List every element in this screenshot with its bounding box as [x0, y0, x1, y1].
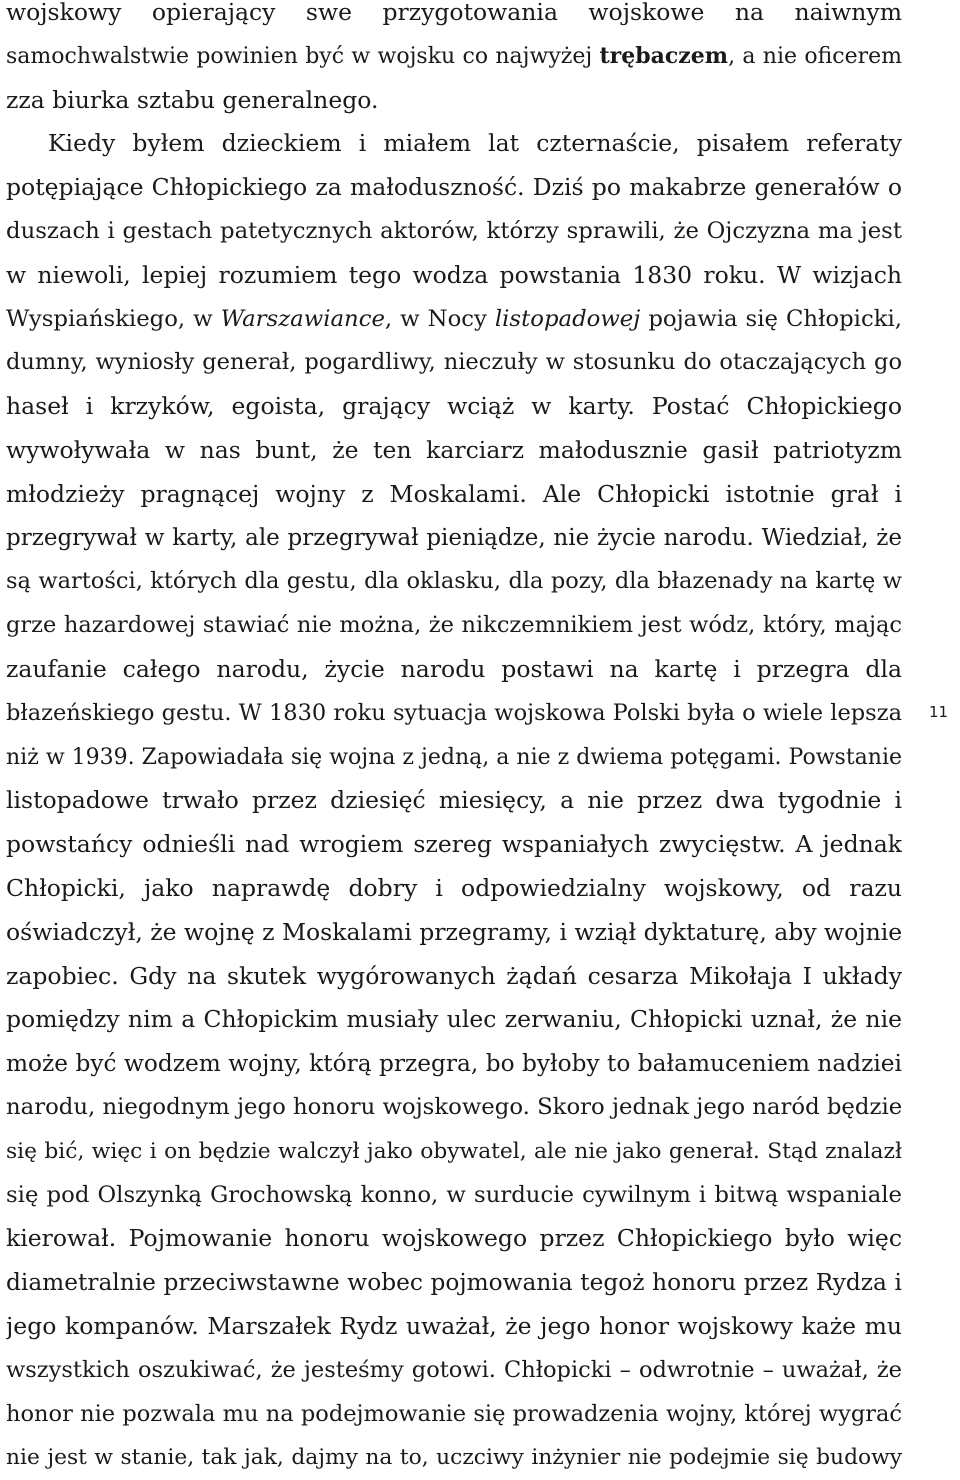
text-line [6, 341, 902, 385]
text-segment: duszach i gestach patetycznych aktorów, którzy sprawili, że Ojczyzna ma jest [6, 217, 902, 244]
text-segment: grze hazardowej stawiać nie można, że nikczemnikiem jest wódz, który, mając [6, 612, 902, 639]
text-segment: narodu, niegodnym jego honoru wojskowego. Skoro jednak jego naród będzie [6, 1093, 902, 1120]
text-line [6, 298, 902, 342]
text-line [6, 1393, 902, 1437]
text-line [6, 517, 902, 561]
text-line [6, 560, 902, 604]
text-line [6, 867, 902, 911]
text-segment: się bić, więc i on będzie walczył jako obywatel, ale nie jako generał. Stąd znalazł [6, 1138, 902, 1164]
text-segment: diametralnie przeciwstawne wobec pojmowania tegoż honoru przez Rydza i [6, 1269, 902, 1297]
text-segment: w niewoli, lepiej rozumiem tego wodza powstania 1830 roku. W wizjach [6, 260, 902, 289]
text-line [6, 1130, 902, 1174]
text-line [6, 1174, 902, 1218]
text-line [6, 254, 902, 298]
text-line [6, 779, 902, 823]
text-line [6, 823, 902, 867]
text-line [6, 1086, 902, 1130]
text-line [6, 911, 902, 955]
italic-title: Warszawiance [220, 305, 385, 332]
text-segment: niż w 1939. Zapowiadała się wojna z jedną, a nie z dwiema potęgami. Powstanie [6, 744, 902, 770]
text-line [6, 648, 902, 692]
text-segment: Chłopicki, jako naprawdę dobry i odpowiedzialny wojskowy, od razu [6, 873, 902, 902]
text-line [6, 1261, 902, 1305]
text-segment: pomiędzy nim a Chłopickim musiały ulec zerwaniu, Chłopicki uznał, że nie [6, 1005, 902, 1034]
text-segment: błazeńskiego gestu. W 1830 roku sytuacja wojskowa Polski była o wiele lepsza [6, 699, 902, 726]
text-segment: haseł i krzyków, egoista, grający wciąż w karty. Postać Chłopickiego [6, 392, 902, 421]
text-segment: kierował. Pojmowanie honoru wojskowego przez Chłopickiego było więc [6, 1224, 902, 1253]
text-line [6, 604, 902, 648]
italic-title: listopadowej [494, 305, 641, 332]
text-segment: pojawia się Chłopicki, [640, 305, 902, 332]
text-segment: dumny, wyniosły generał, pogardliwy, nieczuły w stosunku do otaczających go [6, 349, 902, 376]
text-segment: młodzieży pragnącej wojny z Moskalami. Ale Chłopicki istotnie grał i [6, 479, 902, 508]
text-line [6, 1042, 902, 1086]
text-segment: oświadczył, że wojnę z Moskalami przegramy, i wziął dyktaturę, aby wojnie [6, 917, 902, 946]
text-segment: przegrywał w karty, ale przegrywał pieniądze, nie życie narodu. Wiedział, że [6, 524, 902, 551]
page-number: 11 [929, 703, 949, 721]
text-segment: honor nie pozwala mu na podejmowanie się prowadzenia wojny, której wygrać [6, 1400, 902, 1427]
text-line [6, 473, 902, 517]
text-segment: , w Nocy [384, 305, 495, 332]
text-line [6, 1305, 902, 1349]
bold-text: trębaczem [599, 42, 729, 69]
text-segment: zapobiec. Gdy na skutek wygórowanych żądań cesarza Mikołaja I układy [6, 961, 902, 990]
text-segment: samochwalstwie powinien być w wojsku co najwyżej [6, 43, 600, 69]
text-segment: potępiające Chłopickiego za małoduszność. Dziś po makabrze generałów o [6, 173, 902, 202]
text-line [6, 385, 902, 429]
text-segment: są wartości, których dla gestu, dla oklasku, dla pozy, dla błazenady na kartę w [6, 568, 902, 595]
text-segment: się pod Olszynką Grochowską konno, w surducie cywilnym i bitwą wspaniale [6, 1181, 902, 1208]
text-line [6, 210, 902, 254]
text-line [6, 736, 902, 780]
text-segment: nie jest w stanie, tak jak, dajmy na to, uczciwy inżynier nie podejmie się budowy [6, 1445, 902, 1471]
text-segment: listopadowe trwało przez dziesięć miesięcy, a nie przez dwa tygodnie i [6, 786, 902, 815]
text-line [6, 166, 902, 210]
text-line [6, 998, 902, 1042]
text-line [6, 429, 902, 473]
text-segment: zaufanie całego narodu, życie narodu postawi na kartę i przegra dla [6, 654, 902, 683]
text-line [6, 1217, 902, 1261]
text-line [6, 1436, 902, 1480]
text-segment: wojskowy opierający swe przygotowania wojskowe na naiwnym [6, 0, 902, 26]
text-line [6, 1349, 902, 1393]
text-segment: jego kompanów. Marszałek Rydz uważał, że jego honor wojskowy każe mu [6, 1311, 902, 1340]
text-line [6, 955, 902, 999]
text-segment: może być wodzem wojny, którą przegra, bo byłoby to bałamuceniem nadziei [6, 1050, 902, 1078]
text-line [6, 692, 902, 736]
text-segment: Kiedy byłem dzieckiem i miałem lat czternaście, pisałem referaty [48, 129, 902, 158]
text-segment: wywoływała w nas bunt, że ten karciarz małodusznie gasił patriotyzm [6, 435, 902, 464]
text-segment: powstańcy odnieśli nad wrogiem szereg wspaniałych zwycięstw. A jednak [6, 830, 902, 859]
text-line [6, 0, 902, 35]
text-segment: Wyspiańskiego, w [6, 305, 221, 332]
text-line [6, 35, 902, 79]
text-line [6, 122, 902, 166]
text-line [6, 79, 902, 123]
body-text [6, 0, 902, 1480]
text-segment: zza biurka sztabu generalnego. [6, 85, 379, 114]
text-segment: wszystkich oszukiwać, że jesteśmy gotowi. Chłopicki – odwrotnie – uważał, że [6, 1356, 902, 1383]
text-segment: , a nie oficerem [728, 43, 902, 69]
